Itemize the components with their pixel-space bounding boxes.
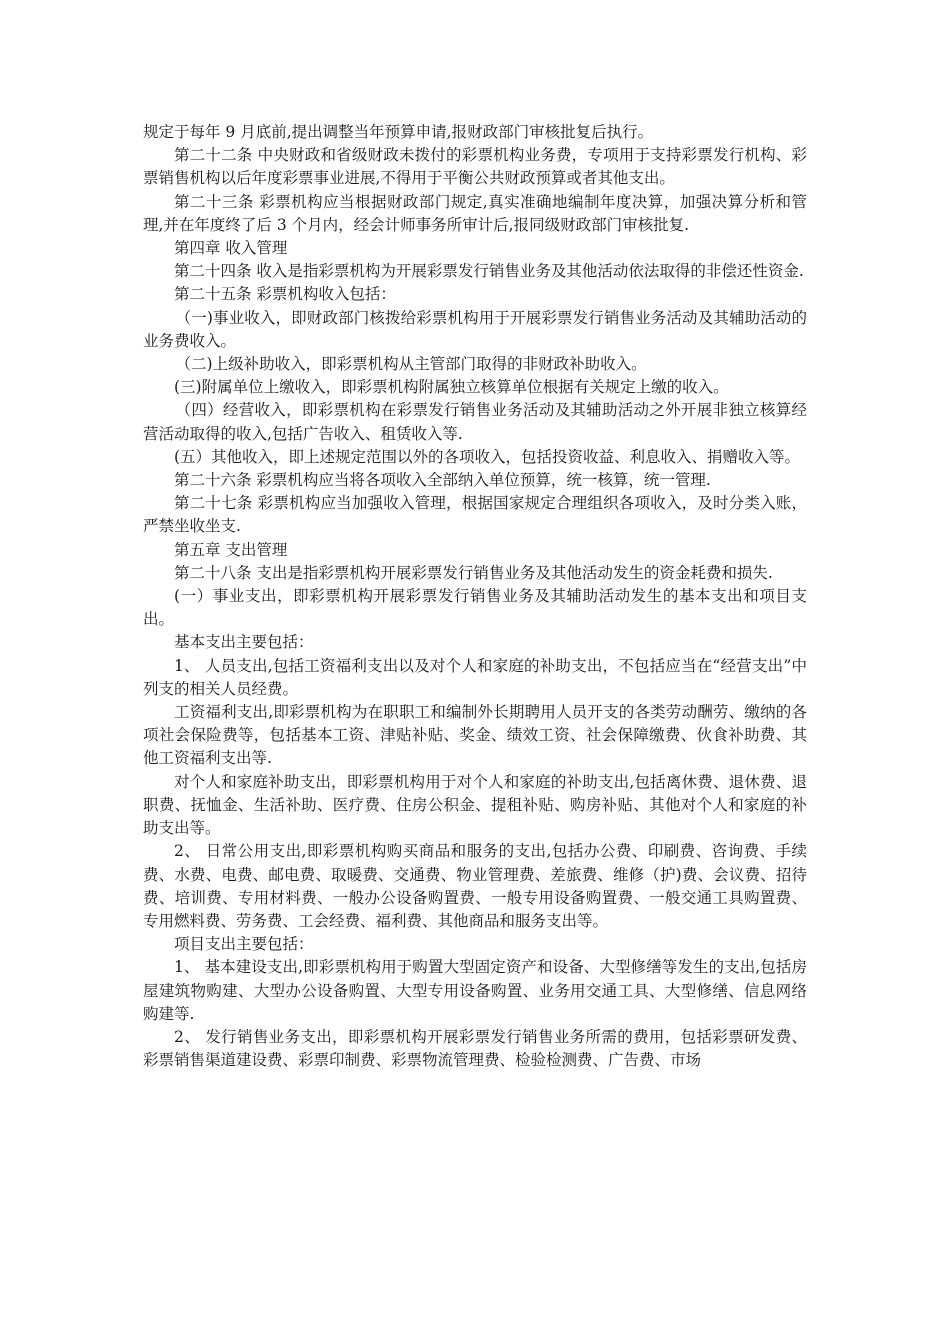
project-expense-sales: 2、 发行销售业务支出，即彩票机构开展彩票发行销售业务所需的费用，包括彩票研发费、彩票销售渠道建设费、彩票印制费、彩票物流管理费、检验检测费、广告费、市场 (143, 1027, 807, 1070)
basic-expense-subsidies: 对个人和家庭补助支出，即彩票机构用于对个人和家庭的补助支出,包括离休费、退休费、退职费、抚恤金、生活补助、医疗费、住房公积金、提租补贴、购房补贴、其他对个人和家庭的补助支出等。 (143, 772, 807, 838)
expense-item-1: (一）事业支出，即彩票机构开展彩票发行销售业务及其辅助活动发生的基本支出和项目支出。 (143, 587, 807, 629)
article-27: 第二十七条 彩票机构应当加强收入管理，根据国家规定合理组织各项收入，及时分类入账，严禁坐收坐支. (143, 494, 807, 536)
income-item-5: (五）其他收入，即上述规定范围以外的各项收入，包括投资收益、利息收入、捐赠收入等。 (174, 447, 801, 466)
article-25: 第二十五条 彩票机构收入包括： (174, 285, 396, 304)
project-expense-construction: 1、 基本建设支出,即彩票机构用于购置大型固定资产和设备、大型修缮等发生的支出,包括房屋建筑物购建、大型办公设备购置、大型专用设备购置、业务用交通工具、大型修缮、信息网络购建等. (143, 958, 807, 1023)
project-expense-heading: 项目支出主要包括： (174, 935, 314, 954)
income-item-3: (三)附属单位上缴收入，即彩票机构附属独立核算单位根据有关规定上缴的收入。 (174, 378, 729, 397)
income-item-4: （四）经营收入，即彩票机构在彩票发行销售业务活动及其辅助活动之外开展非独立核算经营活动取得的收入,包括广告收入、租赁收入等. (143, 401, 807, 443)
basic-expense-heading: 基本支出主要包括： (174, 633, 314, 652)
article-26: 第二十六条 彩票机构应当将各项收入全部纳入单位预算，统一核算，统一管理. (174, 471, 711, 490)
article-22: 第二十二条 中央财政和省级财政未拨付的彩票机构业务费，专项用于支持彩票发行机构、彩票销售机构以后年度彩票事业进展,不得用于平衡公共财政预算或者其他支出。 (143, 146, 807, 188)
basic-expense-personnel: 1、 人员支出,包括工资福利支出以及对个人和家庭的补助支出，不包括应当在“经营支出”中列支的相关人员经费。 (143, 656, 807, 698)
income-item-2: （二)上级补助收入，即彩票机构从主管部门取得的非财政补助收入。 (175, 355, 647, 374)
income-item-1: （一)事业收入，即财政部门核拨给彩票机构用于开展彩票发行销售业务活动及其辅助活动的业务费收入。 (143, 308, 807, 350)
article-24: 第二十四条 收入是指彩票机构为开展彩票发行销售业务及其他活动依法取得的非偿还性资金. (174, 262, 804, 281)
paragraph-continuation: 规定于每年 9 月底前,提出调整当年预算申请,报财政部门审核批复后执行。 (143, 123, 654, 141)
basic-expense-daily-public: 2、 日常公用支出,即彩票机构购买商品和服务的支出,包括办公费、印刷费、咨询费、手续费、水费、电费、邮电费、取暖费、交通费、物业管理费、差旅费、维修（护)费、会议费、招待费、培训费、专用材料费、一般办公设备购置费、一般专用设备购置费、一般交通工具购置费、专用燃料费、劳务费、工会经费、福利费、其他商品和服务支出等。 (143, 842, 807, 930)
chapter-4-heading: 第四章 收入管理 (174, 239, 288, 258)
article-28: 第二十八条 支出是指彩票机构开展彩票发行销售业务及其他活动发生的资金耗费和损失. (174, 563, 773, 582)
basic-expense-wages: 工资福利支出,即彩票机构为在职职工和编制外长期聘用人员开支的各类劳动酬劳、缴纳的各项社会保险费等，包括基本工资、津贴补贴、奖金、绩效工资、社会保障缴费、伙食补助费、其他工资福利支出等. (143, 703, 807, 768)
chapter-5-heading: 第五章 支出管理 (174, 540, 288, 559)
document-body (143, 121, 807, 1072)
article-23: 第二十三条 彩票机构应当根据财政部门规定,真实准确地编制年度决算，加强决算分析和管理,并在年度终了后 3 个月内，经会计师事务所审计后,报同级财政部门审核批复. (143, 192, 807, 234)
